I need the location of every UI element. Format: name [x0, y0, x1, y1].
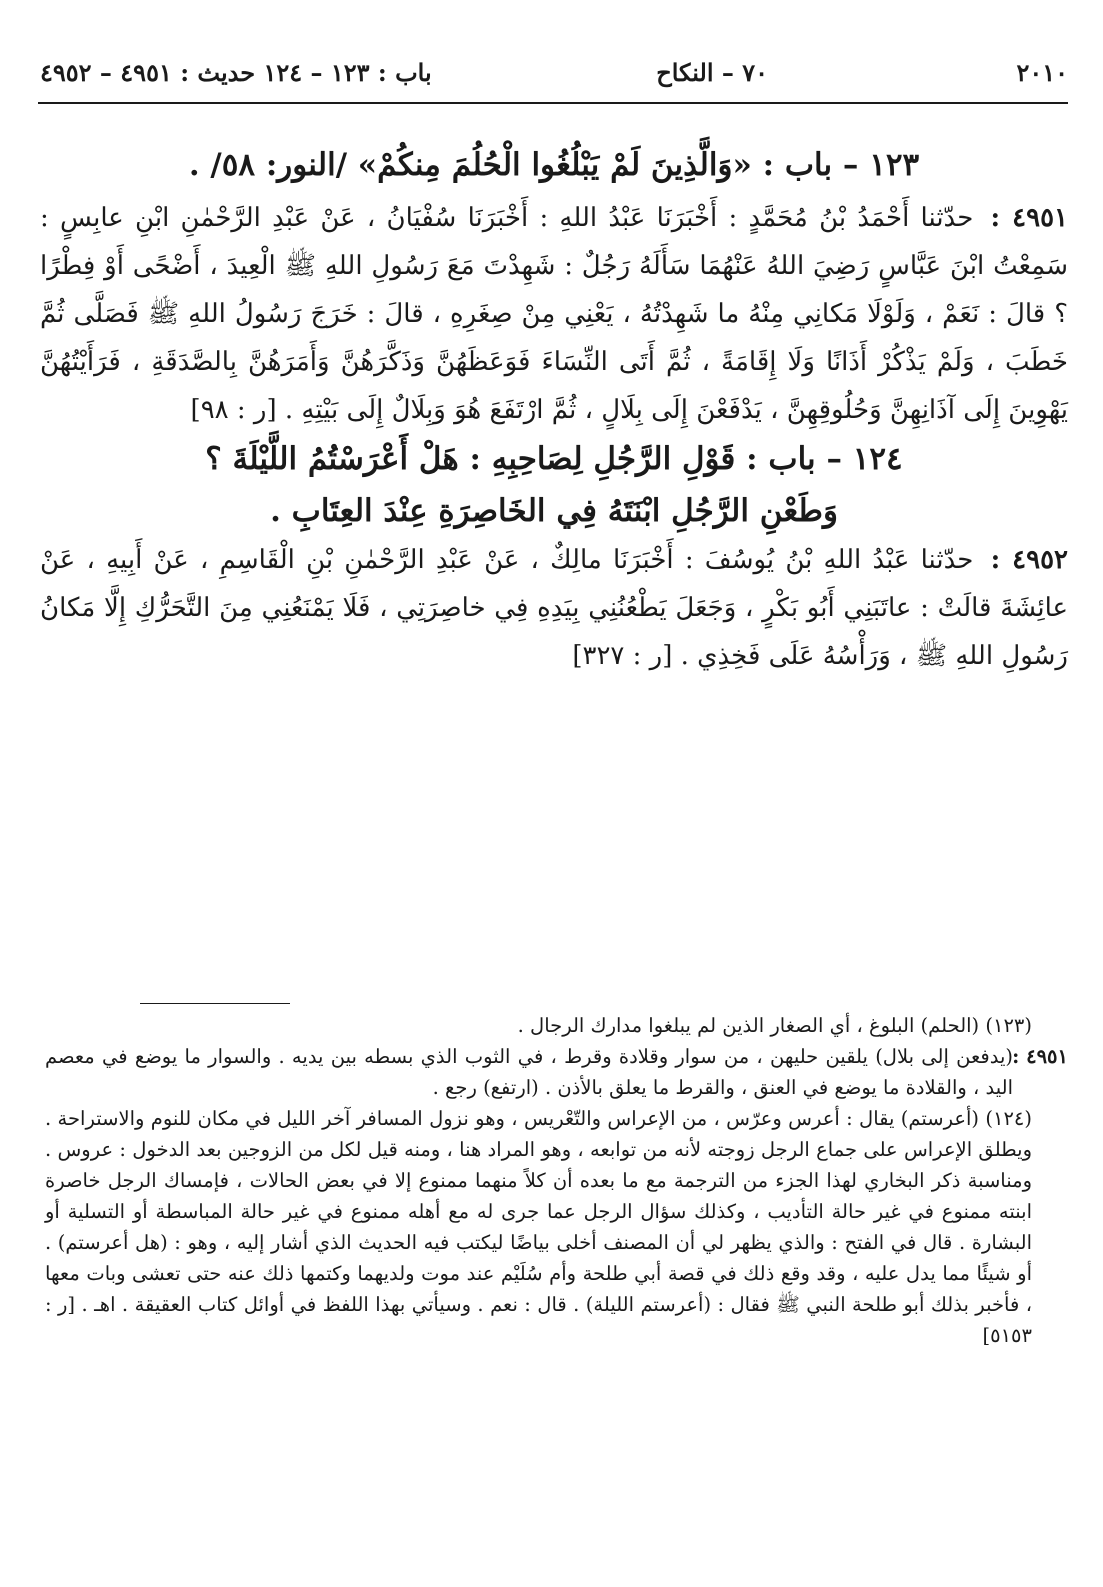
header-divider	[38, 102, 1068, 104]
hadith-text: حدّثنا عَبْدُ اللهِ بْنُ يُوسُفَ : أَخْبَرَنَا مالِكٌ ، عَنْ عَبْدِ الرَّحْمٰنِ بْنِ الْقَاسِمِ ، عَنْ أَبِيهِ ، عَنْ عائِشَةَ قالَتْ : عاتَبَنِي أَبُو بَكْرٍ ، وَجَعَلَ يَطْعُنُنِي بِيَدِهِ فِي خاصِرَتِي ، فَلَا يَمْنَعُنِي مِنَ التَّحَرُّكِ إِلَّا مَكانُ رَسُولِ اللهِ ﷺ ، وَرَأْسُهُ عَلَى فَخِذِي .	[40, 545, 1068, 671]
footnote-text: (يدفعن إلى بلال) يلقين حليهن ، من سوار وقلادة وقرط ، في الثوب الذي بسطه بين يديه . والسوار ما يوضع في معصم اليد ، والقلادة ما يوضع في العنق ، والقرط ما يعلق بالأذن . (ارتفع) رجع .	[45, 1045, 1013, 1099]
main-text	[40, 140, 1068, 680]
footnote-divider	[140, 1003, 290, 1004]
chapter-heading-124: ١٢٤ – باب : قَوْلِ الرَّجُلِ لِصَاحِبِهِ : هَلْ أَعْرَسْتُمُ اللَّيْلَةَ ؟	[205, 441, 903, 477]
hadith-4951	[40, 194, 1068, 434]
hadith-reference: [ر : ٣٢٧]	[572, 641, 673, 671]
hadith-4952	[40, 536, 1068, 680]
hadith-text: حدّثنا أَحْمَدُ بْنُ مُحَمَّدٍ : أَخْبَرَنَا عَبْدُ اللهِ : أَخْبَرَنَا سُفْيَانُ ، عَنْ عَبْدِ الرَّحْمٰنِ ابْنِ عابِسٍ : سَمِعْتُ ابْنَ عَبَّاسٍ رَضِيَ اللهُ عَنْهُمَا سَأَلَهُ رَجُلٌ : شَهِدْتَ مَعَ رَسُولِ اللهِ ﷺ الْعِيدَ ، أَضْحًى أَوْ فِطْرًا ؟ قالَ : نَعَمْ ، وَلَوْلَا مَكانِي مِنْهُ ما شَهِدْتُهُ ، يَعْنِي مِنْ صِغَرِهِ ، قالَ : خَرَجَ رَسُولُ اللهِ ﷺ فَصَلَّى ثُمَّ خَطَبَ ، وَلَمْ يَذْكُرْ أَذَانًا وَلَا إِقَامَةً ، ثُمَّ أَتَى النِّسَاءَ فَوَعَظَهُنَّ وَذَكَّرَهُنَّ وَأَمَرَهُنَّ بِالصَّدَقَةِ ، فَرَأَيْتُهُنَّ يَهْوِينَ إِلَى آذَانِهِنَّ وَحُلُوقِهِنَّ ، يَدْفَعْنَ إِلَى بِلَالٍ ، ثُمَّ ارْتَفَعَ هُوَ وَبِلَالٌ إِلَى بَيْتِهِ .	[40, 203, 1068, 425]
chapter-title: ٧٠ – النكاح	[656, 58, 768, 87]
footnote-hadith-number: ٤٩٥١ :	[1012, 1045, 1068, 1068]
footnote-text: (١٢٤) (أعرستم) يقال : أعرس وعرّس ، من الإعراس والتّعْريس ، وهو نزول المسافر آخر الليل في مكان للنوم والاستراحة . ويطلق الإعراس على جماع الرجل زوجته لأنه من توابعه ، وهو المراد هنا ، ومنه قيل لكل من الزوجين بعد الدخول : عروس . ومناسبة ذكر البخاري لهذا الجزء من الترجمة مع ما بعده أن كلاً منهما ممنوع إلا في بعض الحالات ، فإمساك الرجل خاصرة ابنته ممنوع في غير حالة التأديب ، وكذلك سؤال الرجل عما جرى له مع أهله ممنوع في غير حالة المباسطة أو التسلية أو البشارة . قال في الفتح : والذي يظهر لي أن المصنف أخلى بياضًا ليكتب فيه الحديث الذي أشار إليه ، وهو : (هل أعرستم) . أو شيئًا مما يدل عليه ، وقد وقع ذلك في قصة أبي طلحة وأم سُلَيْم عند موت ولديهما وكتمها ذلك عنه حتى تعشى وبات معها ، فأخبر بذلك أبو طلحة النبي ﷺ فقال : (أعرستم الليلة) . قال : نعم . وسيأتي بهذا اللفظ في أوائل كتاب العقيقة . اهـ . [ر : ٥١٥٣]	[45, 1107, 1032, 1347]
running-header	[40, 58, 1068, 98]
hadith-number: ٤٩٥٢ :	[990, 545, 1068, 575]
chapter-references: باب : ١٢٣ – ١٢٤ حديث : ٤٩٥١ – ٤٩٥٢	[40, 58, 432, 87]
hadith-reference: [ر : ٩٨]	[190, 395, 277, 425]
page-number: ٢٠١٠	[1016, 58, 1068, 87]
footnotes	[45, 1010, 1068, 1351]
chapter-heading-123: ١٢٣ – باب : «وَالَّذِينَ لَمْ يَبْلُغُوا الْحُلُمَ مِنكُمْ» /النور: ٥٨/ .	[188, 147, 920, 183]
footnote-4951	[45, 1041, 1068, 1103]
footnote-text: (١٢٣) (الحلم) البلوغ ، أي الصغار الذين لم يبلغوا مدارك الرجال .	[517, 1014, 1032, 1037]
chapter-heading-124-continued: وَطَعْنِ الرَّجُلِ ابْنَتَهُ فِي الخَاصِرَةِ عِنْدَ العِتَابِ .	[270, 493, 838, 529]
hadith-number: ٤٩٥١ :	[990, 203, 1068, 233]
footnote-124	[45, 1103, 1068, 1351]
footnote-123	[45, 1010, 1068, 1041]
